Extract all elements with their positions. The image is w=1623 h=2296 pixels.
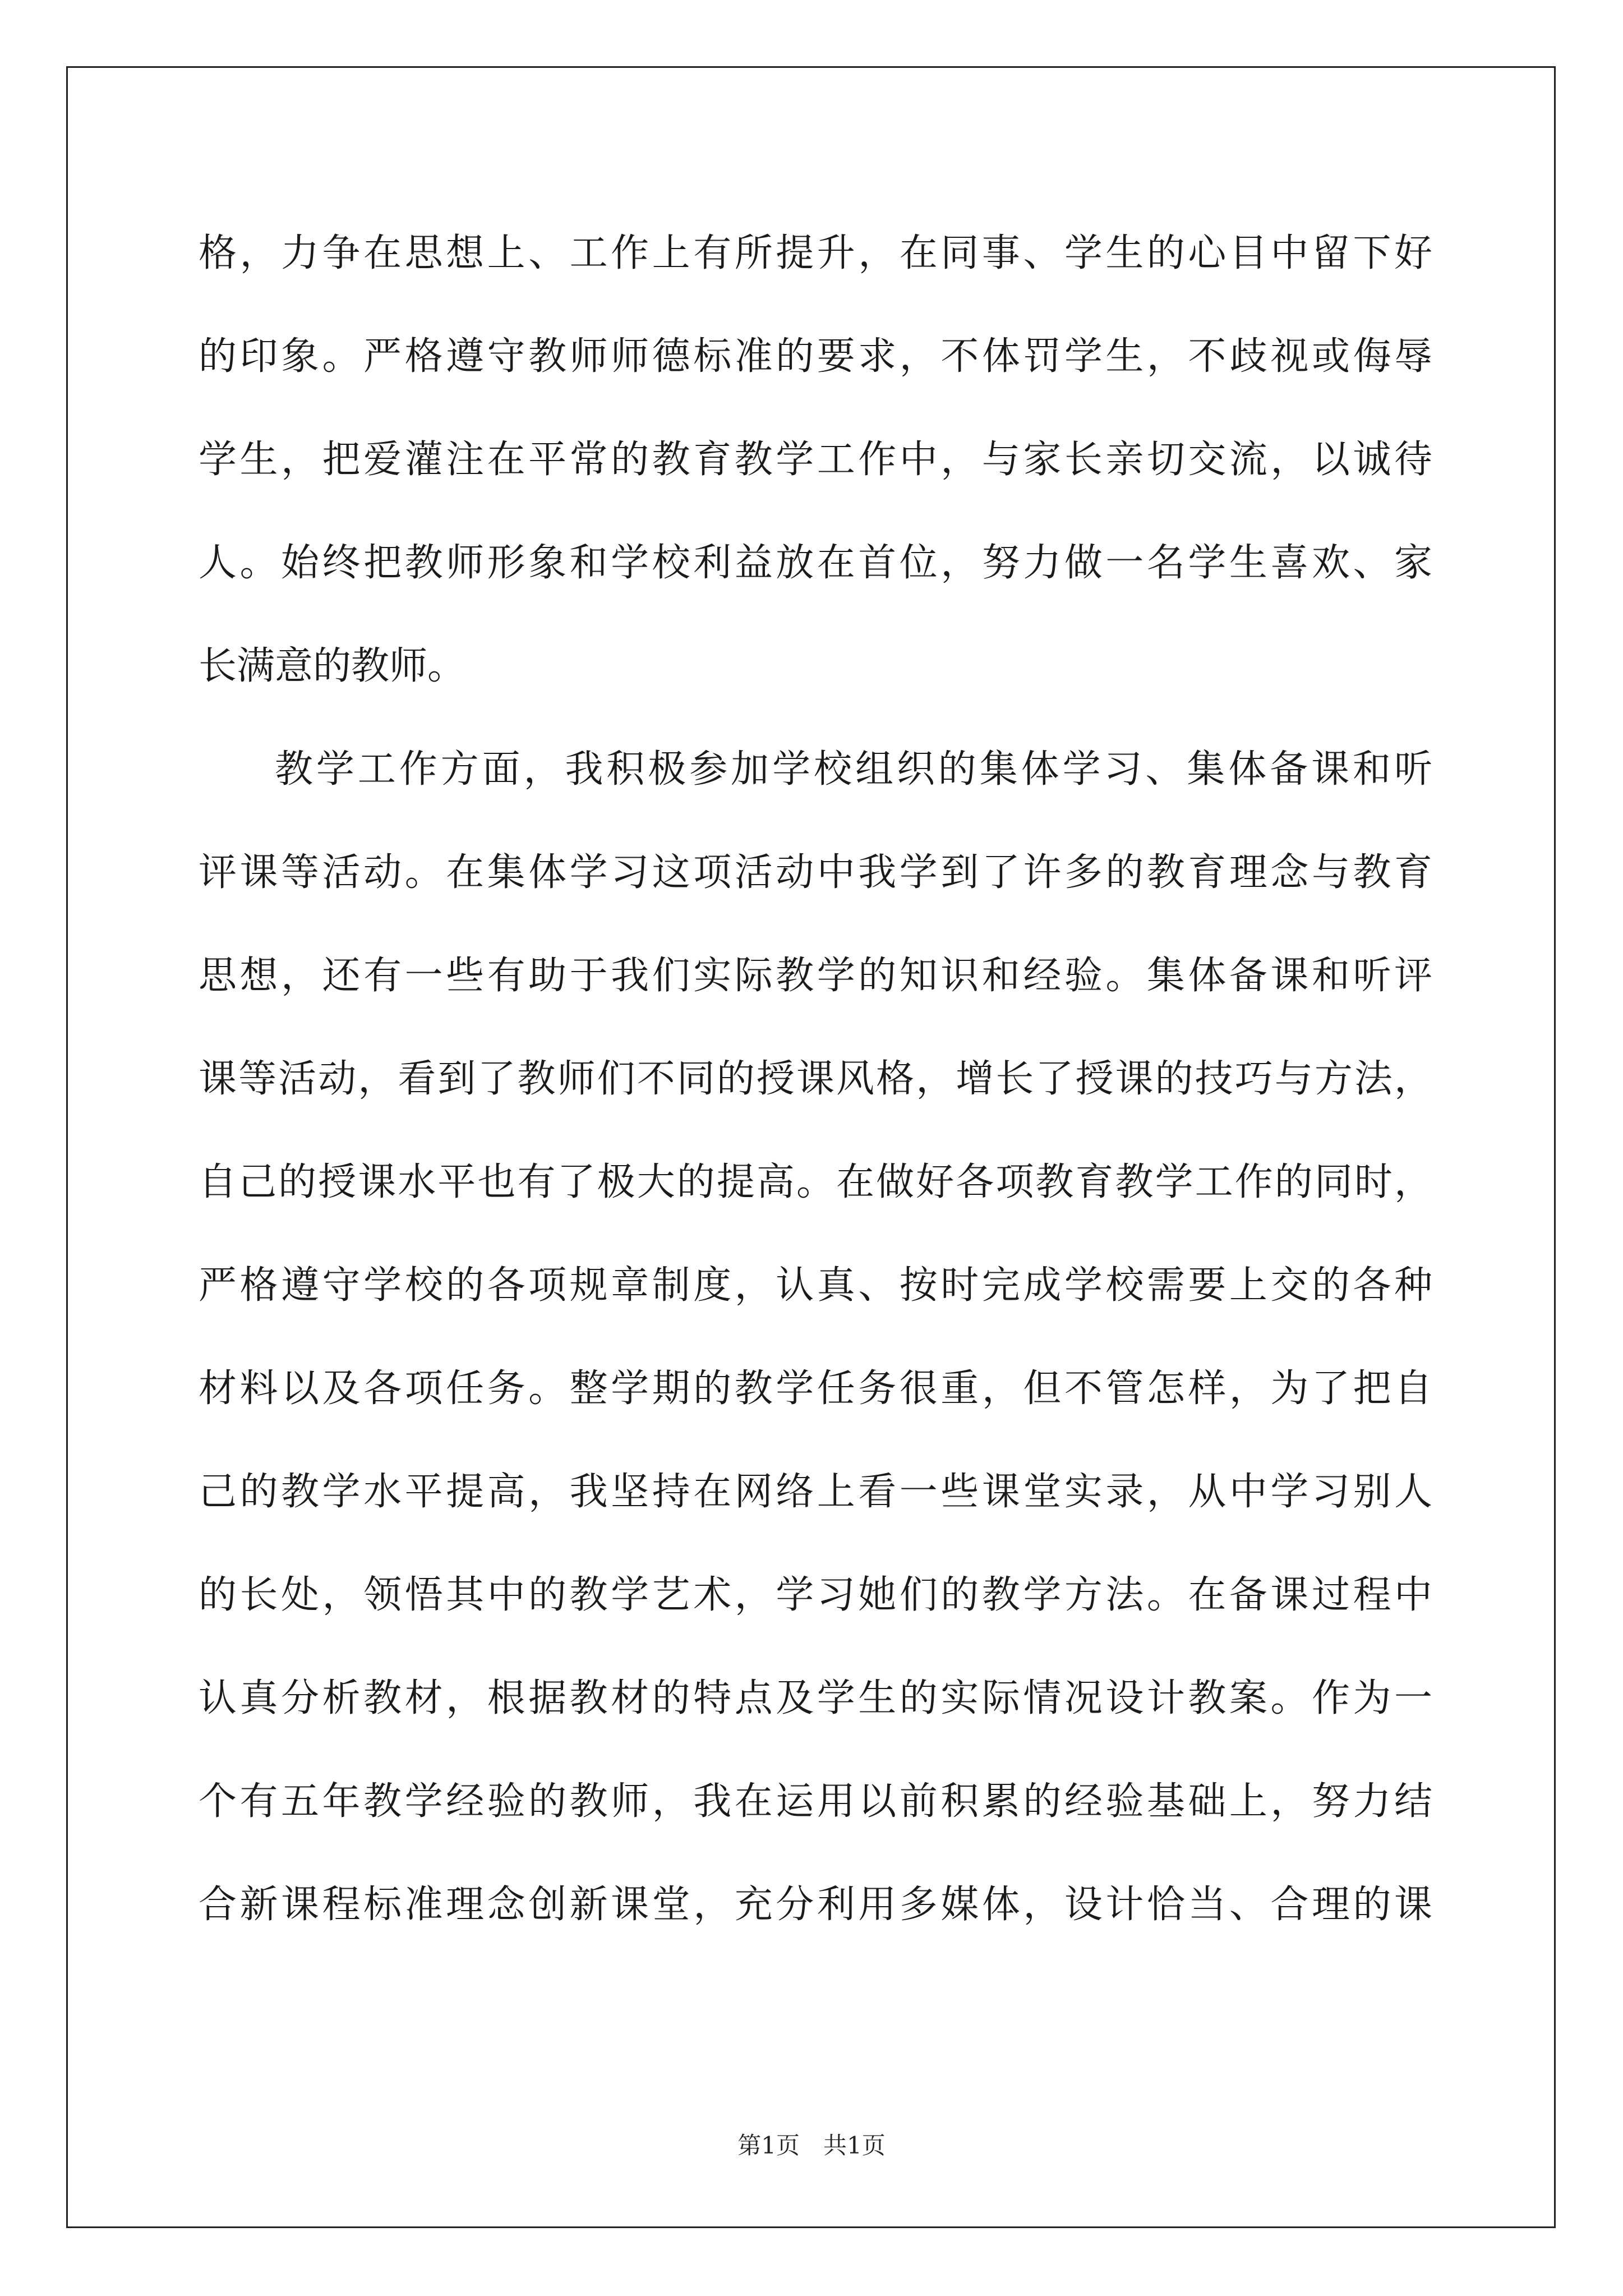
text-line: 学生，把爱灌注在平常的教育教学工作中，与家长亲切交流，以诚待	[199, 438, 1432, 482]
document-body	[199, 202, 1432, 1957]
paragraph-2	[199, 718, 1432, 1957]
text-line: 教学工作方面，我积极参加学校组织的集体学习、集体备课和听	[275, 747, 1432, 792]
text-line: 材料以及各项任务。整学期的教学任务很重，但不管怎样，为了把自	[199, 1366, 1432, 1411]
text-line: 的长处，领悟其中的教学艺术，学习她们的教学方法。在备课过程中	[199, 1573, 1432, 1617]
page-number-footer: 第1页 共1页	[737, 2132, 886, 2159]
paragraph-1	[199, 202, 1432, 718]
text-line: 认真分析教材，根据教材的特点及学生的实际情况设计教案。作为一	[199, 1676, 1432, 1720]
text-line: 合新课程标准理念创新课堂，充分利用多媒体，设计恰当、合理的课	[199, 1883, 1432, 1927]
text-line: 个有五年教学经验的教师，我在运用以前积累的经验基础上，努力结	[199, 1779, 1432, 1824]
text-line: 评课等活动。在集体学习这项活动中我学到了许多的教育理念与教育	[199, 850, 1432, 895]
text-line: 的印象。严格遵守教师师德标准的要求，不体罚学生，不歧视或侮辱	[199, 334, 1432, 379]
text-line: 格，力争在思想上、工作上有所提升，在同事、学生的心目中留下好	[199, 231, 1432, 275]
text-line: 思想，还有一些有助于我们实际教学的知识和经验。集体备课和听评	[199, 954, 1432, 998]
text-line: 自己的授课水平也有了极大的提高。在做好各项教育教学工作的同时，	[199, 1160, 1432, 1204]
text-line: 人。始终把教师形象和学校利益放在首位，努力做一名学生喜欢、家	[199, 541, 1432, 585]
text-line: 长满意的教师。	[199, 644, 466, 688]
text-line: 己的教学水平提高，我坚持在网络上看一些课堂实录，从中学习别人	[199, 1470, 1432, 1514]
text-line: 严格遵守学校的各项规章制度，认真、按时完成学校需要上交的各种	[199, 1263, 1432, 1308]
text-line: 课等活动，看到了教师们不同的授课风格，增长了授课的技巧与方法，	[199, 1057, 1432, 1101]
